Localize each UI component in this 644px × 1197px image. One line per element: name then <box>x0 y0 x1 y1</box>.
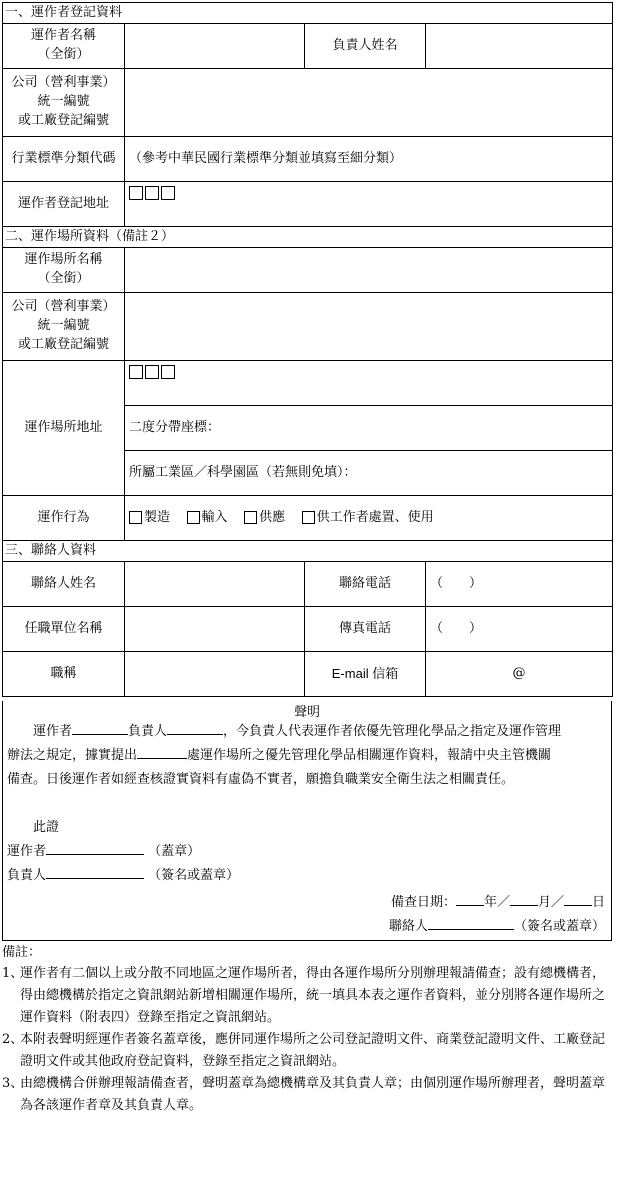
registration-table <box>2 2 613 697</box>
site-company-id-label: 公司（營利事業） 統一編號 或工廠登記編號 <box>3 293 125 361</box>
operator-name-field[interactable] <box>125 24 305 69</box>
company-id-label: 公司（營利事業） 統一編號 或工廠登記編號 <box>3 69 125 137</box>
operator-name-label: 運作者名稱 （全銜） <box>3 24 125 69</box>
owner-name-label: 負責人姓名 <box>305 24 426 69</box>
certify-text: 此證 <box>33 820 60 835</box>
activity-label: 運作行為 <box>3 496 125 541</box>
worker-use-label: 供工作者處置、使用 <box>316 509 434 525</box>
unit-name-label: 任職單位名稱 <box>3 607 125 652</box>
contact-name-label: 聯絡人姓名 <box>3 562 125 607</box>
email-label: E-mail 信箱 <box>305 652 426 697</box>
site-address-label: 運作場所地址 <box>3 361 125 496</box>
owner-signature-line: 負責人 （簽名或蓋章） <box>7 868 240 883</box>
job-title-label: 職稱 <box>3 652 125 697</box>
declaration-line2: 辦法之規定，據實提出 處運作場所之優先管理化學品相關運作資料，報請中央主管機關 <box>7 748 552 763</box>
notes <box>2 943 612 1117</box>
site-name-field[interactable] <box>125 248 613 293</box>
site-company-id-field[interactable] <box>125 293 613 361</box>
phone-field[interactable]: （ ） <box>426 562 613 607</box>
operator-address-field[interactable] <box>125 182 613 227</box>
company-id-field[interactable] <box>125 69 613 137</box>
phone-label: 聯絡電話 <box>305 562 426 607</box>
supply-label: 供應 <box>259 509 286 525</box>
email-field[interactable]: @ <box>426 652 613 697</box>
site-count-blank[interactable] <box>137 746 187 759</box>
import-label: 輸入 <box>201 509 228 525</box>
fax-label: 傳真電話 <box>305 607 426 652</box>
note-item: 3、 由總機構合併辦理報請備查者，聲明蓋章為總機構章及其負責人章；由個別運作場所辦理者，聲明蓋章為各該運作者章及其負責人章。 <box>2 1076 606 1113</box>
contact-signature-line: 聯絡人 （簽名或蓋章） <box>388 919 605 934</box>
section2-title: 二、運作場所資料（備註２） <box>3 227 613 248</box>
contact-signature-blank[interactable] <box>428 917 514 930</box>
declaration-box <box>2 701 612 941</box>
year-blank[interactable] <box>456 893 484 906</box>
coordinates-field[interactable]: 二度分帶座標： <box>125 406 613 451</box>
owner-signature-blank[interactable] <box>46 866 144 879</box>
activity-options <box>125 496 613 541</box>
manufacture-checkbox[interactable] <box>129 511 142 524</box>
industry-code-field[interactable]: （參考中華民國行業標準分類並填寫至細分類） <box>125 137 613 182</box>
industrial-park-field[interactable]: 所屬工業區／科學園區（若無則免填）： <box>125 451 613 496</box>
note-item: 2、 本附表聲明經運作者簽名蓋章後，應併同運作場所之公司登記證明文件、商業登記證明文件、工廠登記證明文件或其他政府登記資料，登錄至指定之資訊網站。 <box>2 1032 606 1069</box>
site-address-field[interactable] <box>125 361 613 406</box>
operator-signature-blank[interactable] <box>46 842 144 855</box>
declaration-title: 聲明 <box>293 705 320 720</box>
operator-blank[interactable] <box>72 722 128 735</box>
section1-title: 一、運作者登記資料 <box>3 3 613 24</box>
section3-title: 三、聯絡人資料 <box>3 541 613 562</box>
industry-code-label: 行業標準分類代碼 <box>3 137 125 182</box>
job-title-field[interactable] <box>125 652 305 697</box>
record-date-line: 備查日期： 年／ 月／ 日 <box>390 895 605 910</box>
owner-name-field[interactable] <box>426 24 613 69</box>
postal-code-boxes[interactable] <box>129 185 177 200</box>
import-checkbox[interactable] <box>187 511 200 524</box>
form-page <box>2 0 612 1117</box>
note-item: 1、 運作者有二個以上或分散不同地區之運作場所者，得由各運作場所分別辦理報請備查；設有總機構者，得由總機構於指定之資訊網站新增相關運作場所，統一填具本表之運作者資料，並分別將各運作場所之運作資料（附表四）登錄至指定之資訊網站。 <box>2 966 606 1025</box>
operator-address-label: 運作者登記地址 <box>3 182 125 227</box>
day-blank[interactable] <box>564 893 592 906</box>
unit-name-field[interactable] <box>125 607 305 652</box>
notes-heading: 備註： <box>2 945 42 960</box>
supply-checkbox[interactable] <box>244 511 257 524</box>
declaration-line1: 運作者 負責人 ，今負責人代表運作者依優先管理化學品之指定及運作管理 <box>33 724 562 739</box>
site-name-label: 運作場所名稱 （全銜） <box>3 248 125 293</box>
fax-field[interactable]: （ ） <box>426 607 613 652</box>
contact-name-field[interactable] <box>125 562 305 607</box>
site-postal-code-boxes[interactable] <box>129 364 177 379</box>
owner-blank[interactable] <box>167 722 223 735</box>
month-blank[interactable] <box>510 893 538 906</box>
worker-use-checkbox[interactable] <box>302 511 315 524</box>
operator-signature-line: 運作者 （蓋章） <box>7 844 201 859</box>
declaration-line3: 備查。日後運作者如經查核證實資料有虛偽不實者，願擔負職業安全衛生法之相關責任。 <box>7 772 515 787</box>
manufacture-label: 製造 <box>144 509 171 525</box>
